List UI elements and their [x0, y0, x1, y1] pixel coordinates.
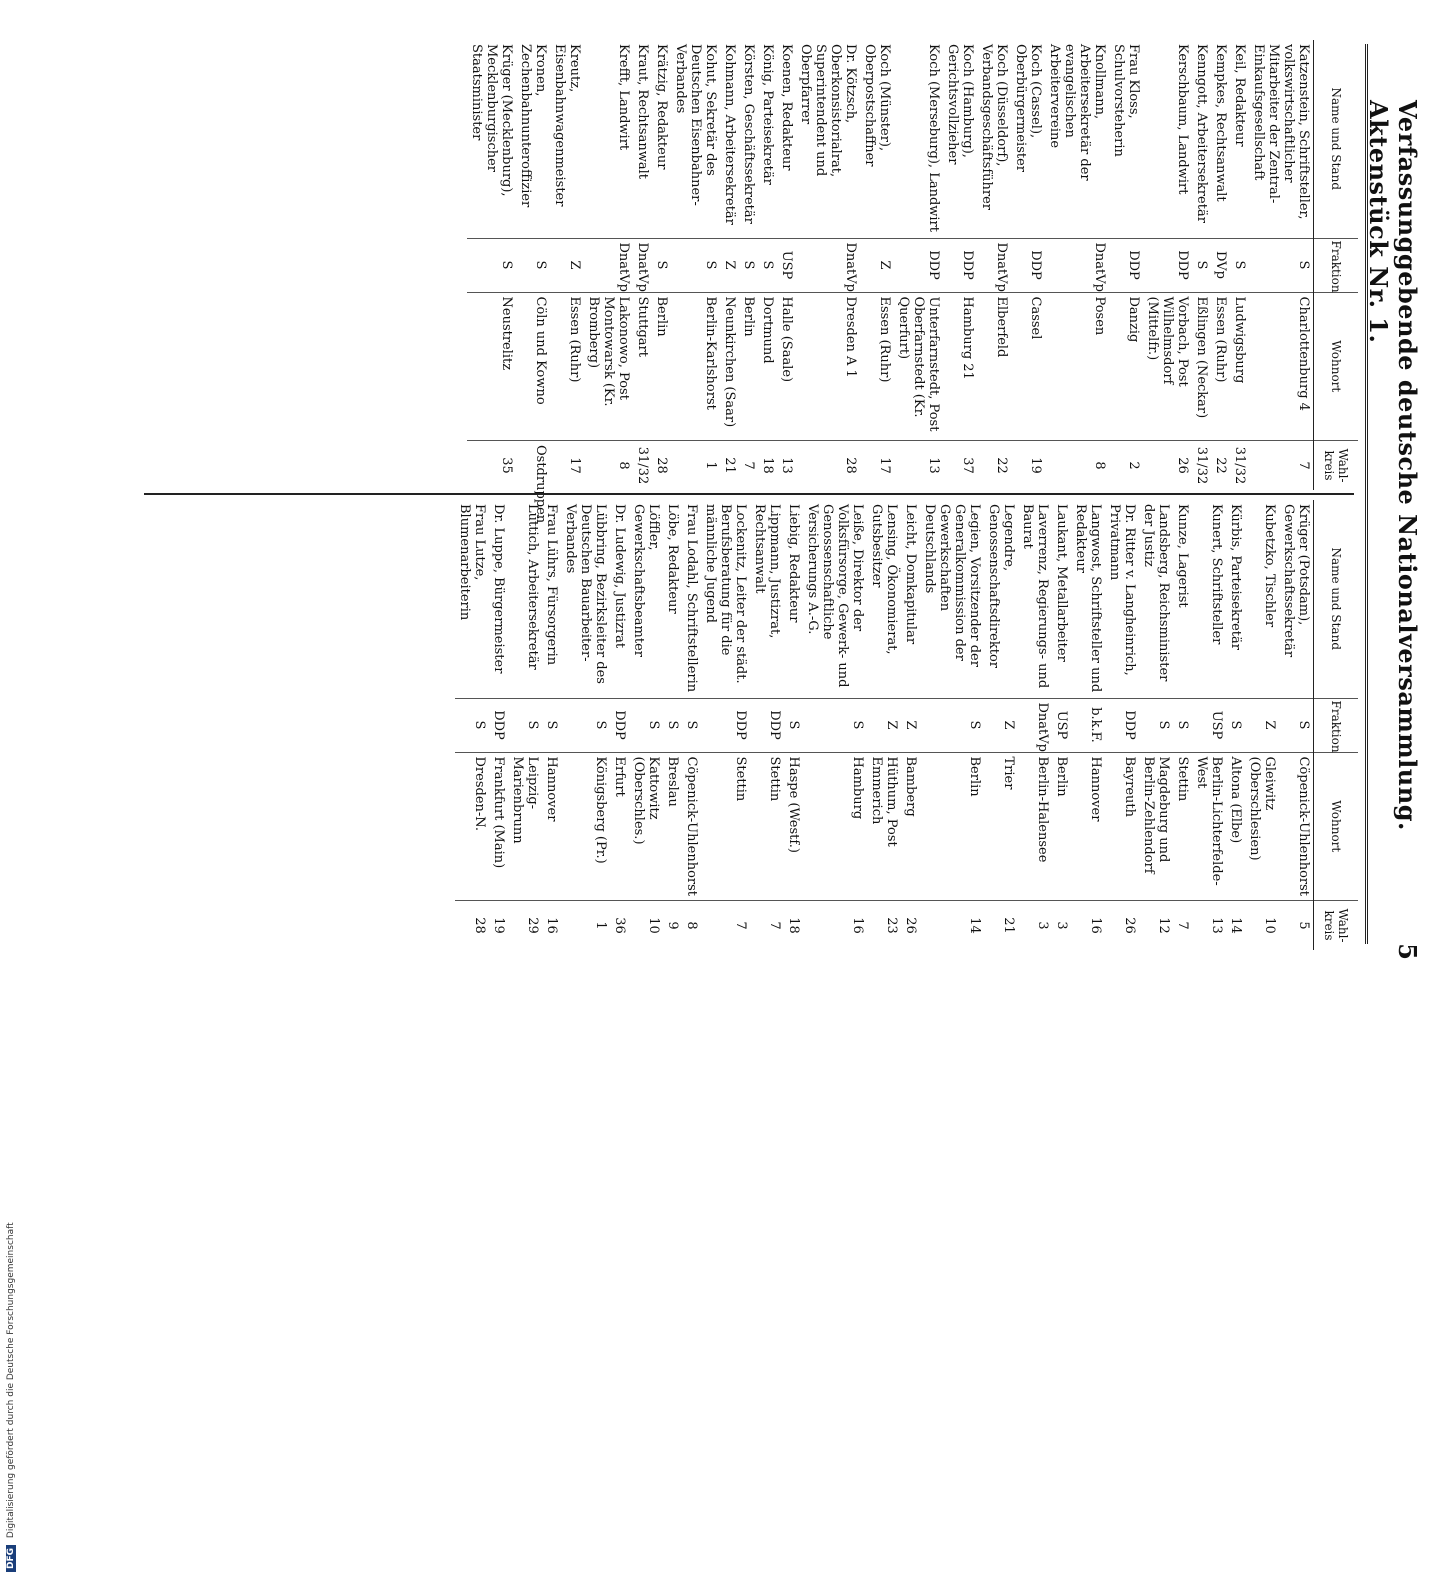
member-district: Ostdruppen	[516, 441, 550, 491]
right-member-table	[455, 500, 1358, 950]
table-row	[1249, 40, 1314, 490]
member-faction: USP	[1052, 698, 1071, 752]
member-faction: S	[1139, 698, 1173, 752]
member-district: 29	[508, 901, 542, 951]
member-district: 37	[943, 441, 977, 491]
member-faction: DnatVp	[1018, 698, 1052, 752]
table-row	[720, 40, 739, 490]
member-name: Koch (Münster), Oberpostschaffner	[862, 44, 892, 167]
member-residence: Ludwigsburg	[1230, 292, 1249, 441]
member-residence: Stettin	[701, 752, 750, 901]
table-row	[550, 40, 584, 490]
member-faction: S	[1192, 238, 1211, 292]
table-row	[584, 40, 633, 490]
member-residence: Berlin	[739, 292, 758, 441]
member-district: 18	[784, 901, 803, 951]
member-residence: Erfurt	[610, 752, 629, 901]
member-district: 7	[739, 441, 758, 491]
member-residence: Unterfarnstedt, Post Oberfarnstedt (Kr. Querfurt)	[894, 292, 943, 441]
member-name: Koch (Cassel), Oberbürgermeister	[1013, 44, 1043, 173]
member-residence: Hüthum, Post Emmerich	[867, 752, 901, 901]
member-faction: DDP	[1143, 238, 1192, 292]
member-faction: DDP	[1105, 698, 1139, 752]
member-faction: S	[508, 698, 542, 752]
col-header-residence: Wohnort	[1314, 292, 1359, 441]
table-row	[796, 40, 860, 490]
table-row	[750, 500, 784, 950]
table-row	[901, 500, 920, 950]
member-faction: S	[671, 238, 720, 292]
member-faction: S	[652, 238, 671, 292]
member-name: Kürbis, Parteisekretär	[1228, 504, 1243, 650]
table-row	[663, 500, 682, 950]
col-header-district: Wahl-kreis	[1314, 901, 1359, 951]
member-faction: DVp	[1211, 238, 1230, 292]
table-row	[489, 500, 508, 950]
member-name: Körsten, Geschäftssekretär	[741, 44, 756, 224]
member-name: Laverrenz, Regierungs- und Baurat	[1020, 504, 1050, 689]
member-name: Kerschbaum, Landwirt	[1175, 44, 1190, 195]
member-name: Koch (Düsseldorf), Verbandsgeschäftsführer	[979, 44, 1009, 211]
right-table-body	[455, 500, 1314, 950]
member-name: Lensing, Ökonomierat, Gutsbesitzer	[869, 504, 899, 655]
member-residence: Hannover	[1071, 752, 1105, 901]
member-district: 31/32	[1192, 441, 1211, 491]
table-row	[1226, 500, 1245, 950]
member-name: Kraut, Rechtsanwalt	[635, 44, 650, 179]
member-residence: Cöpenick-Uhlenhorst	[1279, 752, 1314, 901]
member-faction: DDP	[489, 698, 508, 752]
member-name: Krefft, Landwirt	[616, 44, 631, 151]
member-district: 28	[652, 441, 671, 491]
member-name: Leiße, Direktor der Volksfürsorge, Gewerk- und Genossenschaftliche Versicherungs A.-G.	[805, 504, 865, 688]
member-district: 19	[1011, 441, 1045, 491]
member-residence: Eßlingen (Neckar)	[1192, 292, 1211, 441]
member-name: Dr. Luppe, Bürgermeister	[491, 504, 506, 674]
member-residence: Trier	[984, 752, 1018, 901]
table-row	[1011, 40, 1045, 490]
member-name: Kohut, Sekretär des Deutschen Eisenbahner-Verbandes	[673, 44, 718, 206]
member-name: Lübbring, Bezirksleiter des Deutschen Bauarbeiter-Verbandes	[563, 504, 608, 684]
table-row	[701, 500, 750, 950]
table-row	[1173, 500, 1192, 950]
member-residence: Frankfurt (Main)	[489, 752, 508, 901]
member-faction: DnatVp	[633, 238, 652, 292]
table-row	[977, 40, 1011, 490]
member-name: Dr. Kötzsch, Oberkonsistorialrat, Superintendent und Oberpfarrer	[798, 44, 858, 178]
member-district: 18	[758, 441, 777, 491]
member-name: Kempkes, Rechtsanwalt	[1213, 44, 1228, 202]
member-residence: Cöpenick-Uhlenhorst	[682, 752, 701, 901]
member-name: Lüttich, Arbeitersekretär	[525, 504, 540, 670]
member-name: Laukant, Metallarbeiter	[1054, 504, 1069, 662]
member-district: 8	[584, 441, 633, 491]
table-row	[516, 40, 550, 490]
table-row	[1192, 40, 1211, 490]
member-faction: DDP	[1109, 238, 1143, 292]
member-faction: S	[561, 698, 610, 752]
center-divider	[144, 493, 1354, 495]
member-residence: Berlin-Halensee	[1018, 752, 1052, 901]
member-name: Frau Lutze, Blumenarbeiterin	[457, 504, 487, 621]
left-member-table	[467, 40, 1358, 524]
member-faction: DDP	[894, 238, 943, 292]
member-residence: Danzig	[1109, 292, 1143, 441]
dfg-footer	[6, 592, 32, 1572]
member-name: Lockenitz, Leiter der städt. Berufsberatung für die männliche Jugend	[703, 504, 748, 684]
member-district: 22	[977, 441, 1011, 491]
member-name: König, Parteisekretär	[760, 44, 775, 185]
member-residence: Altona (Elbe)	[1226, 752, 1245, 901]
page-number: 5	[1393, 943, 1422, 960]
table-row	[652, 40, 671, 490]
member-district: 9	[663, 901, 682, 951]
member-name: Kronen, Zechenbahnunteroffizier	[518, 44, 548, 208]
member-district: 28	[455, 901, 489, 951]
member-residence: Bayreuth	[1105, 752, 1139, 901]
member-district: 12	[1139, 901, 1173, 951]
member-residence: Hannover	[542, 752, 561, 901]
table-row	[1211, 40, 1230, 490]
col-header-faction: Fraktion	[1314, 238, 1359, 292]
table-row	[542, 500, 561, 950]
table-row	[1279, 500, 1314, 950]
table-row	[671, 40, 720, 490]
member-name: Legien, Vorsitzender der Generalkommission der Gewerkschaften Deutschlands	[922, 504, 982, 667]
member-district: 13	[1192, 901, 1226, 951]
member-faction: Z	[1245, 698, 1279, 752]
member-district: 3	[1018, 901, 1052, 951]
member-district: 7	[701, 901, 750, 951]
table-row	[1105, 500, 1139, 950]
table-row	[1192, 500, 1226, 950]
member-district: 7	[1173, 901, 1192, 951]
member-name: Frau Kloss, Schulvorsteherin	[1111, 44, 1141, 157]
member-district: 17	[550, 441, 584, 491]
member-residence: Berlin	[652, 292, 671, 441]
member-residence: Berlin	[1052, 752, 1071, 901]
table-row	[508, 500, 542, 950]
member-faction: S	[739, 238, 758, 292]
table-row	[920, 500, 984, 950]
table-row	[1071, 500, 1105, 950]
dfg-logo: DFG	[6, 1545, 16, 1572]
member-district: 13	[777, 441, 796, 491]
member-residence: Kattowitz (Oberschles.)	[629, 752, 663, 901]
member-district: 16	[542, 901, 561, 951]
member-faction: S	[467, 238, 516, 292]
table-row	[682, 500, 701, 950]
page-title: Verfassunggebende deutsche Nationalversammlung. Aktenstück Nr. 1.	[1364, 100, 1422, 831]
member-faction: DDP	[701, 698, 750, 752]
col-header-residence: Wohnort	[1314, 752, 1359, 901]
member-district: 31/32	[633, 441, 652, 491]
member-district: 1	[671, 441, 720, 491]
member-residence: Stettin	[1173, 752, 1192, 901]
member-district: 16	[1071, 901, 1105, 951]
member-faction: S	[1249, 238, 1314, 292]
member-faction: S	[920, 698, 984, 752]
member-residence: Cöln und Kowno	[516, 292, 550, 441]
member-name: Kubetzko, Tischler	[1262, 504, 1277, 628]
member-district: 26	[901, 901, 920, 951]
member-district: 8	[1045, 441, 1109, 491]
right-table-section	[128, 500, 1358, 950]
table-row	[1245, 500, 1279, 950]
member-faction: S	[629, 698, 663, 752]
table-row	[561, 500, 610, 950]
table-row	[610, 500, 629, 950]
member-residence: Berlin-Karlshorst	[671, 292, 720, 441]
member-district: 14	[1226, 901, 1245, 951]
member-district: 8	[682, 901, 701, 951]
member-residence: Berlin	[920, 752, 984, 901]
member-faction: Z	[860, 238, 894, 292]
member-district: 14	[920, 901, 984, 951]
member-name: Lippmann, Justizrat, Rechtsanwalt	[752, 504, 782, 639]
member-name: Kreutz, Eisenbahnwagenmeister	[552, 44, 582, 207]
table-row	[867, 500, 901, 950]
col-header-faction: Fraktion	[1314, 698, 1359, 752]
table-row	[629, 500, 663, 950]
member-faction: S	[663, 698, 682, 752]
member-name: Koch (Hamburg), Gerichtsvollzieher	[945, 44, 975, 165]
member-residence: Dortmund	[758, 292, 777, 441]
member-district: 7	[1249, 441, 1314, 491]
member-name: Landsberg, Reichsminister der Justiz	[1141, 504, 1171, 682]
member-residence: Bamberg	[901, 752, 920, 901]
member-residence: Essen (Ruhr)	[1211, 292, 1230, 441]
member-district: 21	[720, 441, 739, 491]
left-table-section	[128, 40, 1358, 524]
dfg-footer-text: Digitalisierung gefördert durch die Deutsche Forschungsgemeinschaft	[6, 1222, 16, 1539]
member-name: Löffler, Gewerkschaftsbeamter	[631, 504, 661, 657]
member-residence: Leipzig-Marienbrunn	[508, 752, 542, 901]
member-name: Langwost, Schriftsteller und Redakteur	[1073, 504, 1103, 693]
table-row	[984, 500, 1018, 950]
member-name: Keil, Redakteur	[1232, 44, 1247, 147]
member-faction: DDP	[750, 698, 784, 752]
member-faction: Z	[901, 698, 920, 752]
member-residence: Charlottenburg 4	[1249, 292, 1314, 441]
member-residence: Gleiwitz (Oberschlesien)	[1245, 752, 1279, 901]
table-row	[1052, 500, 1071, 950]
member-name: Frau Lodahl, Schriftstellerin	[684, 504, 699, 693]
table-row	[739, 40, 758, 490]
member-name: Löbe, Redakteur	[665, 504, 680, 614]
member-faction: DDP	[1011, 238, 1045, 292]
member-district: 26	[1105, 901, 1139, 951]
member-faction: Z	[984, 698, 1018, 752]
member-district: 1	[561, 901, 610, 951]
member-district: 13	[894, 441, 943, 491]
member-residence: Stuttgart	[633, 292, 652, 441]
member-name: Krätzig, Redakteur	[654, 44, 669, 170]
member-faction: S	[1173, 698, 1192, 752]
col-header-name: Name und Stand	[1314, 40, 1359, 238]
member-residence: Dresden-N.	[455, 752, 489, 901]
member-name: Legendre, Genossenschaftsdirektor	[986, 504, 1016, 668]
member-faction: S	[784, 698, 803, 752]
member-residence: Posen	[1045, 292, 1109, 441]
member-residence: Cassel	[1011, 292, 1045, 441]
header-rule	[1365, 44, 1368, 944]
member-name: Leicht, Domkapitular	[903, 504, 918, 645]
member-residence: Berlin-Lichterfelde-West	[1192, 752, 1226, 901]
member-district: 19	[489, 901, 508, 951]
table-row	[1143, 40, 1192, 490]
member-district: 7	[750, 901, 784, 951]
member-name: Kohmann, Arbeitersekretär	[722, 44, 737, 225]
member-faction: Z	[867, 698, 901, 752]
member-district: 10	[629, 901, 663, 951]
member-faction: DnatVp	[1045, 238, 1109, 292]
member-district: 35	[467, 441, 516, 491]
member-faction: DDP	[610, 698, 629, 752]
member-residence: Neunkirchen (Saar)	[720, 292, 739, 441]
member-district: 2	[1109, 441, 1143, 491]
table-row	[1109, 40, 1143, 490]
member-residence: Halle (Saale)	[777, 292, 796, 441]
table-row	[1139, 500, 1173, 950]
table-row	[943, 40, 977, 490]
member-district: 21	[984, 901, 1018, 951]
member-name: Kunert, Schriftsteller	[1209, 504, 1224, 645]
table-row	[1018, 500, 1052, 950]
member-faction: USP	[777, 238, 796, 292]
member-residence: Dresden A 1	[796, 292, 860, 441]
member-residence: Königsberg (Pr.)	[561, 752, 610, 901]
member-district: 3	[1052, 901, 1071, 951]
member-name: Katzenstein, Schriftsteller, volkswirtschaftlicher Mitarbeiter der Zentral-Einkaufsgesellschaft	[1251, 44, 1311, 220]
page-header	[1352, 40, 1422, 970]
member-name: Koenen, Redakteur	[779, 44, 794, 171]
member-residence: Hamburg 21	[943, 292, 977, 441]
member-district: 16	[803, 901, 867, 951]
member-district: 31/32	[1230, 441, 1249, 491]
member-faction: S	[682, 698, 701, 752]
member-name: Knollmann, Arbeitersekretär der evangelischen Arbeitervereine	[1047, 44, 1107, 181]
table-row	[1045, 40, 1109, 490]
member-residence: Essen (Ruhr)	[550, 292, 584, 441]
member-residence: Neustrelitz	[467, 292, 516, 441]
member-faction: S	[1279, 698, 1314, 752]
table-row	[467, 40, 516, 490]
member-faction: b.k.F.	[1071, 698, 1105, 752]
member-district: 22	[1211, 441, 1230, 491]
table-row	[455, 500, 489, 950]
member-residence: Stettin	[750, 752, 784, 901]
member-residence: Magdeburg und Berlin-Zehlendorf	[1139, 752, 1173, 901]
member-faction: S	[803, 698, 867, 752]
table-row	[777, 40, 796, 490]
member-district: 5	[1279, 901, 1314, 951]
member-district: 28	[796, 441, 860, 491]
member-name: Dr. Ritter v. Langheinrich, Privatmann	[1107, 504, 1137, 676]
member-faction: DnatVp	[977, 238, 1011, 292]
table-row	[758, 40, 777, 490]
member-district: 26	[1143, 441, 1192, 491]
member-residence: Breslau	[663, 752, 682, 901]
member-faction: S	[542, 698, 561, 752]
member-district: 10	[1245, 901, 1279, 951]
member-residence: Elberfeld	[977, 292, 1011, 441]
member-name: Kunze, Lagerist	[1175, 504, 1190, 608]
member-faction: S	[758, 238, 777, 292]
member-residence: Hamburg	[803, 752, 867, 901]
member-faction: DnatVp	[584, 238, 633, 292]
member-name: Koch (Merseburg), Landwirt	[926, 44, 941, 232]
col-header-name: Name und Stand	[1314, 500, 1359, 698]
member-faction: USP	[1192, 698, 1226, 752]
table-row	[784, 500, 803, 950]
table-row	[860, 40, 894, 490]
member-faction: S	[1230, 238, 1249, 292]
member-residence: Haspe (Westf.)	[784, 752, 803, 901]
member-faction: Z	[720, 238, 739, 292]
member-faction: S	[1226, 698, 1245, 752]
member-faction: DDP	[943, 238, 977, 292]
table-row	[894, 40, 943, 490]
member-name: Krüger (Mecklenburg), Mecklenburgischer Staatsminister	[469, 44, 514, 197]
member-name: Krüger (Potsdam), Gewerkschaftssekretär	[1281, 504, 1311, 658]
member-district: 17	[860, 441, 894, 491]
member-name: Kenngott, Arbeitersekretär	[1194, 44, 1209, 223]
member-district: 36	[610, 901, 629, 951]
table-row	[803, 500, 867, 950]
left-table-body	[467, 40, 1314, 524]
table-row	[1230, 40, 1249, 490]
table-row	[633, 40, 652, 490]
member-name: Frau Lührs, Fürsorgerin	[544, 504, 559, 666]
member-residence: Vorbach, Post Wilhelmsdorf (Mittelfr.)	[1143, 292, 1192, 441]
col-header-district: Wahl-kreis	[1314, 441, 1359, 491]
member-residence: Lakonowo, Post Montowarsk (Kr. Bromberg)	[584, 292, 633, 441]
member-faction: Z	[550, 238, 584, 292]
member-residence: Essen (Ruhr)	[860, 292, 894, 441]
member-faction: DnatVp	[796, 238, 860, 292]
member-name: Dr. Ludewig, Justizrat	[612, 504, 627, 649]
member-district: 23	[867, 901, 901, 951]
member-faction: S	[516, 238, 550, 292]
member-name: Liebig, Redakteur	[786, 504, 801, 623]
member-faction: S	[455, 698, 489, 752]
